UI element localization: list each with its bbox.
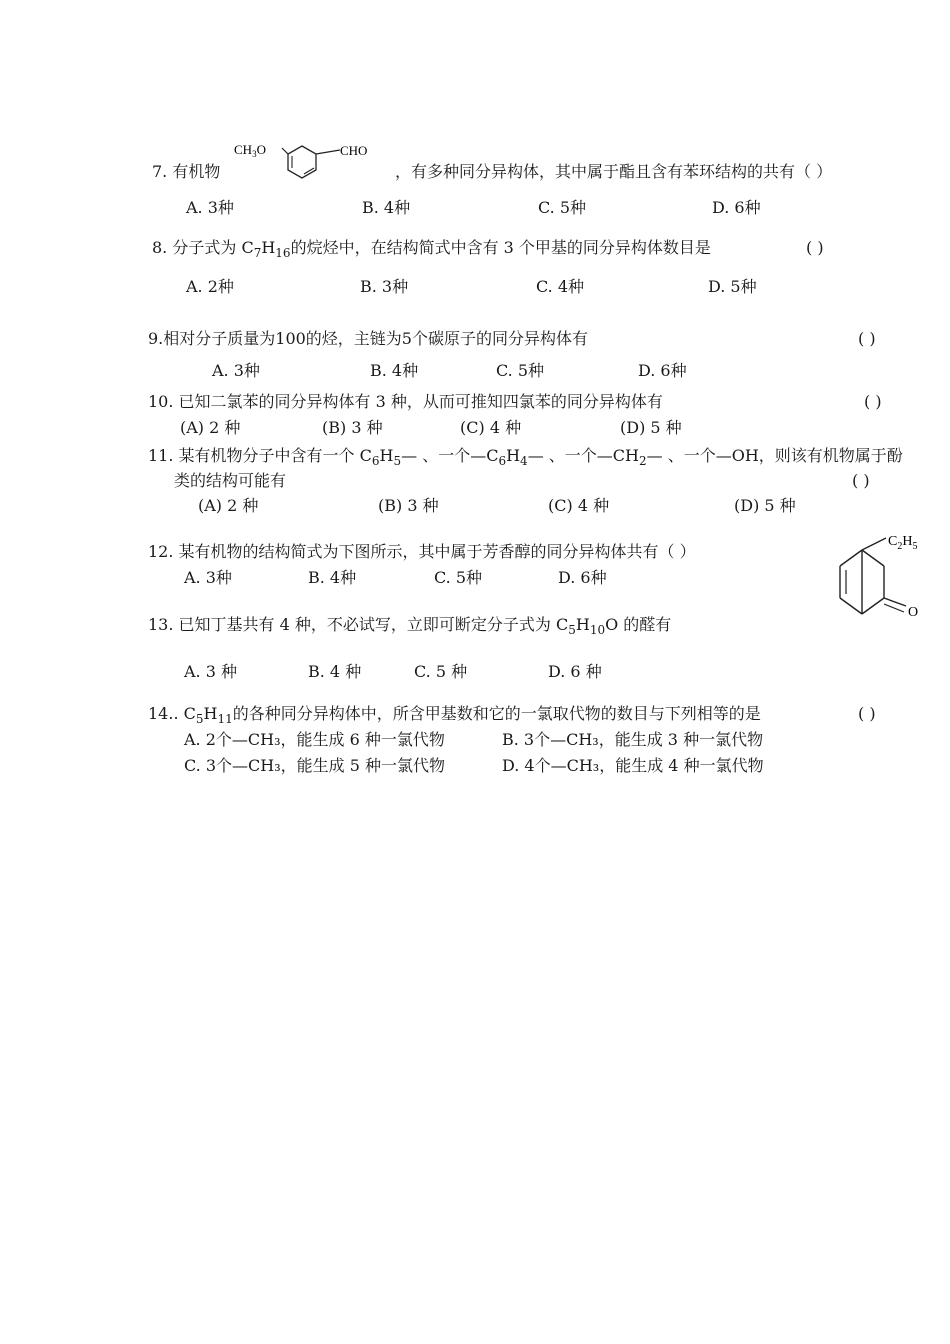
q12-option-d: D. 6种	[558, 568, 607, 587]
q7-option-c: C. 5种	[538, 198, 587, 217]
q13-option-b: B. 4 种	[308, 662, 362, 681]
q7-structure-diagram	[232, 136, 384, 184]
q11-stem-line2: 类的结构可能有	[174, 471, 287, 490]
q8-answer-paren: ( )	[806, 238, 824, 257]
q12-stem: 12. 某有机物的结构简式为下图所示，其中属于芳香醇的同分异构体共有（ ）	[148, 542, 696, 561]
q9-answer-paren: ( )	[858, 329, 876, 348]
q11-stem-line1: 11. 某有机物分子中含有一个 $C_6H_5—$ 、一个$—C_6H_4—$ 、一个$—CH_2—$ 、一个—OH，则该有机物属于酚	[148, 446, 903, 469]
q11-option-b: (B) 3 种	[378, 496, 439, 515]
q7-option-a: A. 3种	[186, 198, 234, 217]
q8-option-c: C. 4种	[536, 277, 585, 296]
q10-answer-paren: ( )	[864, 392, 882, 411]
q13-option-c: C. 5 种	[414, 662, 468, 681]
q10-option-a: (A) 2 种	[180, 418, 241, 437]
q13-option-a: A. 3 种	[184, 662, 237, 681]
q9-option-a: A. 3种	[212, 361, 260, 380]
q14-option-c: C. 3个—CH₃，能生成 5 种一氯代物	[184, 756, 445, 775]
q9-stem: 9.相对分子质量为100的烃，主链为5个碳原子的同分异构体有	[148, 329, 588, 348]
q12-option-a: A. 3种	[184, 568, 232, 587]
q13-option-d: D. 6 种	[548, 662, 602, 681]
q14-answer-paren: ( )	[858, 704, 876, 723]
q7-option-d: D. 6种	[712, 198, 761, 217]
q8-option-d: D. 5种	[708, 277, 757, 296]
q12-oxygen-label: O	[908, 605, 919, 620]
q12-ethyl-label: $C_2H_5$	[888, 534, 918, 552]
q11-answer-paren: ( )	[852, 471, 870, 490]
q14-option-a: A. 2个—CH₃，能生成 6 种一氯代物	[184, 730, 445, 749]
q11-option-a: (A) 2 种	[198, 496, 259, 515]
q10-stem: 10. 已知二氯苯的同分异构体有 3 种，从而可推知四氯苯的同分异构体有	[148, 392, 663, 411]
q14-option-b: B. 3个—CH₃，能生成 3 种一氯代物	[502, 730, 764, 749]
q14-stem: 14.. $C_5H_{11}$的各种同分异构体中，所含甲基数和它的一氯取代物的数目与下列相等的是	[148, 704, 761, 727]
q7-cho-label: CHO	[340, 143, 368, 158]
q10-option-b: (B) 3 种	[322, 418, 383, 437]
q9-option-c: C. 5种	[496, 361, 545, 380]
q7-suffix: ，有多种同分异构体，其中属于酯且含有苯环结构的共有（ ）	[395, 162, 833, 181]
q9-option-d: D. 6种	[638, 361, 687, 380]
q7-prefix: 7. 有机物	[152, 162, 221, 181]
q10-option-d: (D) 5 种	[620, 418, 682, 437]
q9-option-b: B. 4种	[370, 361, 419, 380]
q7-ch3-label: $CH_3O$	[234, 142, 266, 159]
q11-option-d: (D) 5 种	[734, 496, 796, 515]
q14-option-d: D. 4个—CH₃，能生成 4 种一氯代物	[502, 756, 764, 775]
q10-option-c: (C) 4 种	[460, 418, 522, 437]
q12-option-b: B. 4种	[308, 568, 357, 587]
q13-stem: 13. 已知丁基共有 4 种，不必试写，立即可断定分子式为 $C_5H_{10}O$ 的醛有	[148, 615, 672, 638]
q12-structure-diagram	[830, 528, 938, 622]
q7-option-b: B. 4种	[362, 198, 411, 217]
q12-option-c: C. 5种	[434, 568, 483, 587]
q8-option-a: A. 2种	[186, 277, 234, 296]
q8-stem: 8. 分子式为 $C_7H_{16}$的烷烃中，在结构简式中含有 3 个甲基的同分异构体数目是	[152, 238, 711, 261]
q11-option-c: (C) 4 种	[548, 496, 610, 515]
q8-option-b: B. 3种	[360, 277, 409, 296]
